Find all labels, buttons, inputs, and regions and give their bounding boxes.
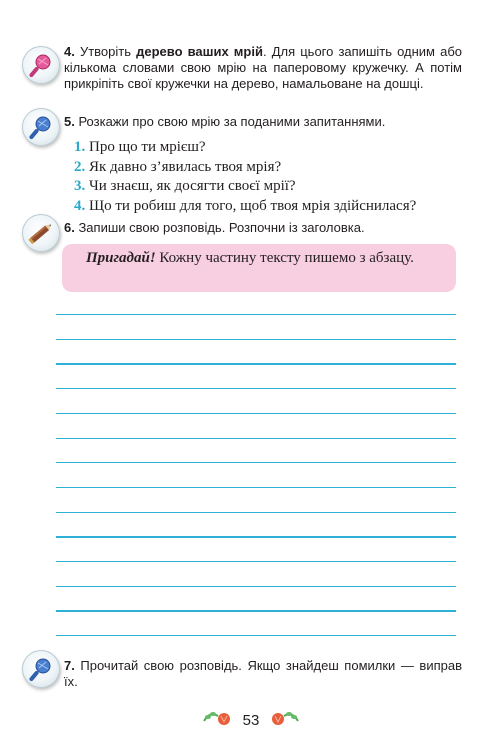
task-text-post: . Для цього запишіть одним або кількома словами свою мрію на паперовому кружечку. А потім прикріпіть свої кружечки на дерево, намальоване на дошці. <box>64 44 462 91</box>
question-number: 1. <box>74 139 86 155</box>
task-7-text <box>64 658 462 690</box>
reminder-box <box>62 244 456 292</box>
task-text: Прочитай свою розповідь. Якщо знайдеш помилки — виправ їх. <box>64 658 462 689</box>
writing-line[interactable] <box>56 438 456 439</box>
flower-ornament-icon <box>202 709 232 732</box>
writing-line[interactable] <box>56 610 456 611</box>
task-text-bold: дерево ваших мрій <box>136 44 263 59</box>
task-5-text <box>64 114 462 130</box>
writing-line[interactable] <box>56 314 456 315</box>
question-text: Про що ти мрієш? <box>85 139 206 155</box>
flower-ornament-icon <box>270 709 300 732</box>
question-text: Як давно з’явилась твоя мрія? <box>85 158 282 175</box>
reminder-label: Пригадай! <box>86 250 156 266</box>
writing-line[interactable] <box>56 363 456 364</box>
list-item <box>74 138 416 158</box>
task-text-pre: Утворіть <box>74 44 137 59</box>
question-list <box>74 138 416 216</box>
writing-line[interactable] <box>56 586 456 587</box>
pencil-icon <box>22 214 60 252</box>
page-footer <box>0 708 502 734</box>
writing-line[interactable] <box>56 536 456 537</box>
writing-line[interactable] <box>56 339 456 340</box>
task-text: Запиши свою розповідь. Розпочни із заголовка. <box>74 220 365 235</box>
reminder-text: Кожну частину тексту пишемо з абзацу. <box>155 250 414 266</box>
task-number: 4. <box>64 44 75 59</box>
writing-line[interactable] <box>56 512 456 513</box>
microphone-icon <box>22 650 60 688</box>
question-number: 3. <box>74 178 86 194</box>
page-number: 53 <box>242 712 260 729</box>
task-number: 5. <box>64 114 75 129</box>
task-6 <box>22 220 462 236</box>
writing-line[interactable] <box>56 462 456 463</box>
microphone-icon <box>22 46 60 84</box>
question-text: Що ти робиш для того, щоб твоя мрія здійснилася? <box>85 197 417 214</box>
task-number: 7. <box>64 658 75 673</box>
writing-line[interactable] <box>56 635 456 636</box>
task-4-text <box>64 44 462 92</box>
task-6-text <box>64 220 462 236</box>
task-7 <box>22 658 462 690</box>
writing-line[interactable] <box>56 388 456 389</box>
list-item <box>74 158 416 178</box>
writing-line[interactable] <box>56 487 456 488</box>
list-item <box>74 177 416 197</box>
question-text: Чи знаєш, як досягти своєї мрії? <box>85 178 296 194</box>
question-number: 4. <box>74 197 86 214</box>
writing-line[interactable] <box>56 561 456 562</box>
task-text: Розкажи про свою мрію за поданими запитаннями. <box>74 114 386 129</box>
task-5 <box>22 114 462 130</box>
question-number: 2. <box>74 158 86 175</box>
task-number: 6. <box>64 220 75 235</box>
microphone-icon <box>22 108 60 146</box>
list-item <box>74 197 416 217</box>
writing-line[interactable] <box>56 413 456 414</box>
task-4 <box>22 44 462 92</box>
